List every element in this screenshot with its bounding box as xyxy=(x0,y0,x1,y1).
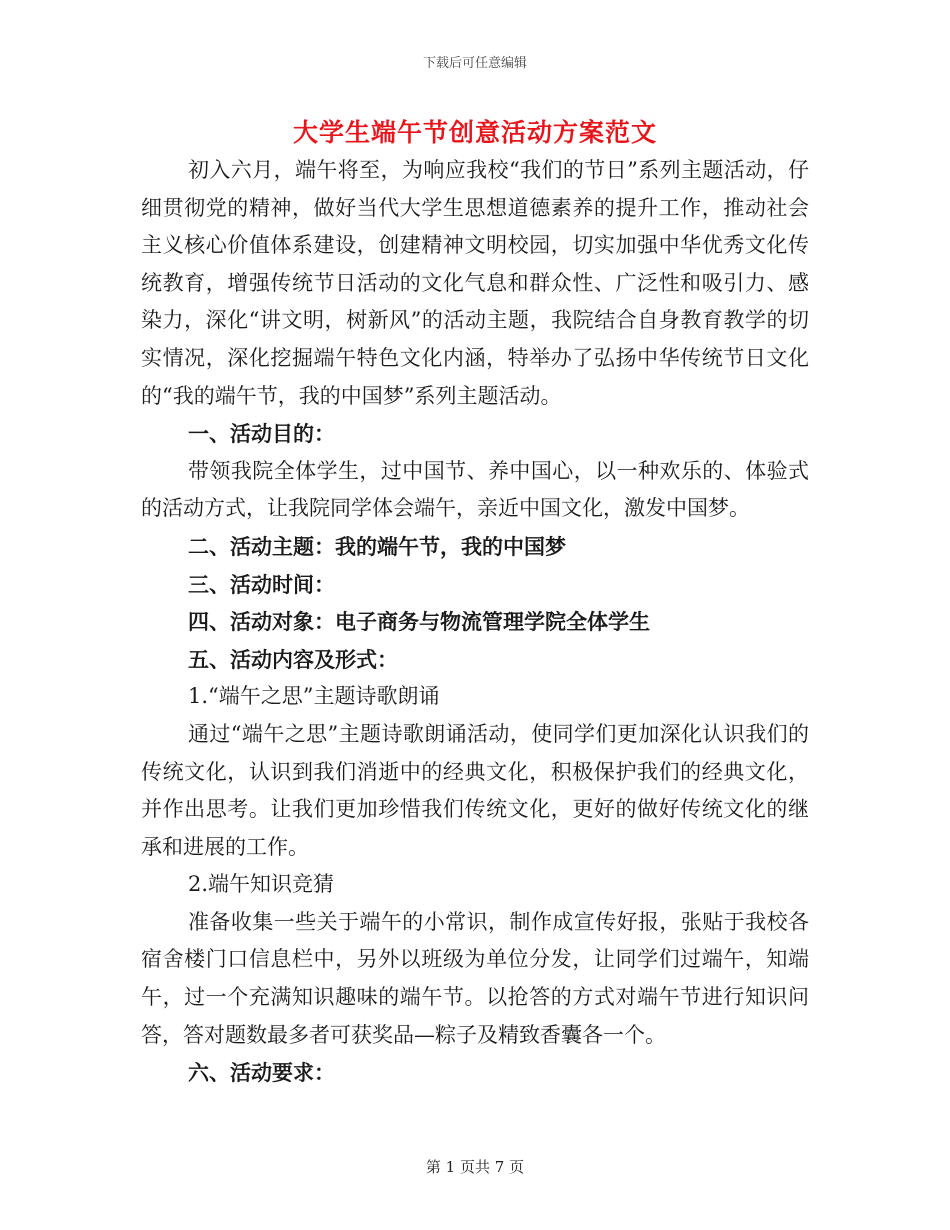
section-5-item-1-text: 通过“端午之思”主题诗歌朗诵活动，使同学们更加深化认识我们的传统文化，认识到我们消逝中的经典文化，积极保护我们的经典文化，并作出思考。让我们更加珍惜我们传统文化，更好的做好传统文化的继承和进展的工作。 xyxy=(141,721,809,859)
section-2-heading: 二、活动主题：我的端午节，我的中国梦 xyxy=(188,533,566,559)
section-5-heading: 五、活动内容及形式： xyxy=(188,646,398,672)
section-3-heading: 三、活动时间： xyxy=(188,571,335,597)
section-1-heading: 一、活动目的： xyxy=(188,421,335,447)
header-note: 下载后可任意编辑 xyxy=(422,56,527,71)
intro-paragraph: 初入六月，端午将至，为响应我校“我们的节日”系列主题活动，仔细贯彻党的精神，做好当代大学生思想道德素养的提升工作，推动社会主义核心价值体系建设，创建精神文明校园，切实加强中华优秀文化传统教育，增强传统节日活动的文化气息和群众性、广泛性和吸引力、感染力，深化“讲文明，树新风”的活动主题，我院结合自身教育教学的切实情况，深化挖掘端午特色文化内涵，特举办了弘扬中华传统节日文化的“我的端午节，我的中国梦”系列主题活动。 xyxy=(141,158,809,408)
section-5-item-2-title: 2.端午知识竞猜 xyxy=(188,872,335,897)
section-5-item-1-title: 1.“端午之思”主题诗歌朗诵 xyxy=(188,684,440,709)
page-number: 第 1 页共 7 页 xyxy=(425,1158,525,1176)
section-6-heading: 六、活动要求： xyxy=(188,1060,335,1086)
section-1-text: 带领我院全体学生，过中国节、养中国心，以一种欢乐的、体验式的活动方式，让我院同学体会端午，亲近中国文化，激发中国梦。 xyxy=(141,458,809,521)
section-4-heading: 四、活动对象：电子商务与物流管理学院全体学生 xyxy=(188,609,650,635)
section-5-item-2-text: 准备收集一些关于端午的小常识，制作成宣传好报，张贴于我校各宿舍楼门口信息栏中，另外以班级为单位分发，让同学们过端午，知端午，过一个充满知识趣味的端午节。以抢答的方式对端午节进行知识问答，答对题数最多者可获奖品—粽子及精致香囊各一个。 xyxy=(141,909,809,1047)
document-title: 大学生端午节创意活动方案范文 xyxy=(292,118,657,147)
document-body xyxy=(141,152,809,1092)
